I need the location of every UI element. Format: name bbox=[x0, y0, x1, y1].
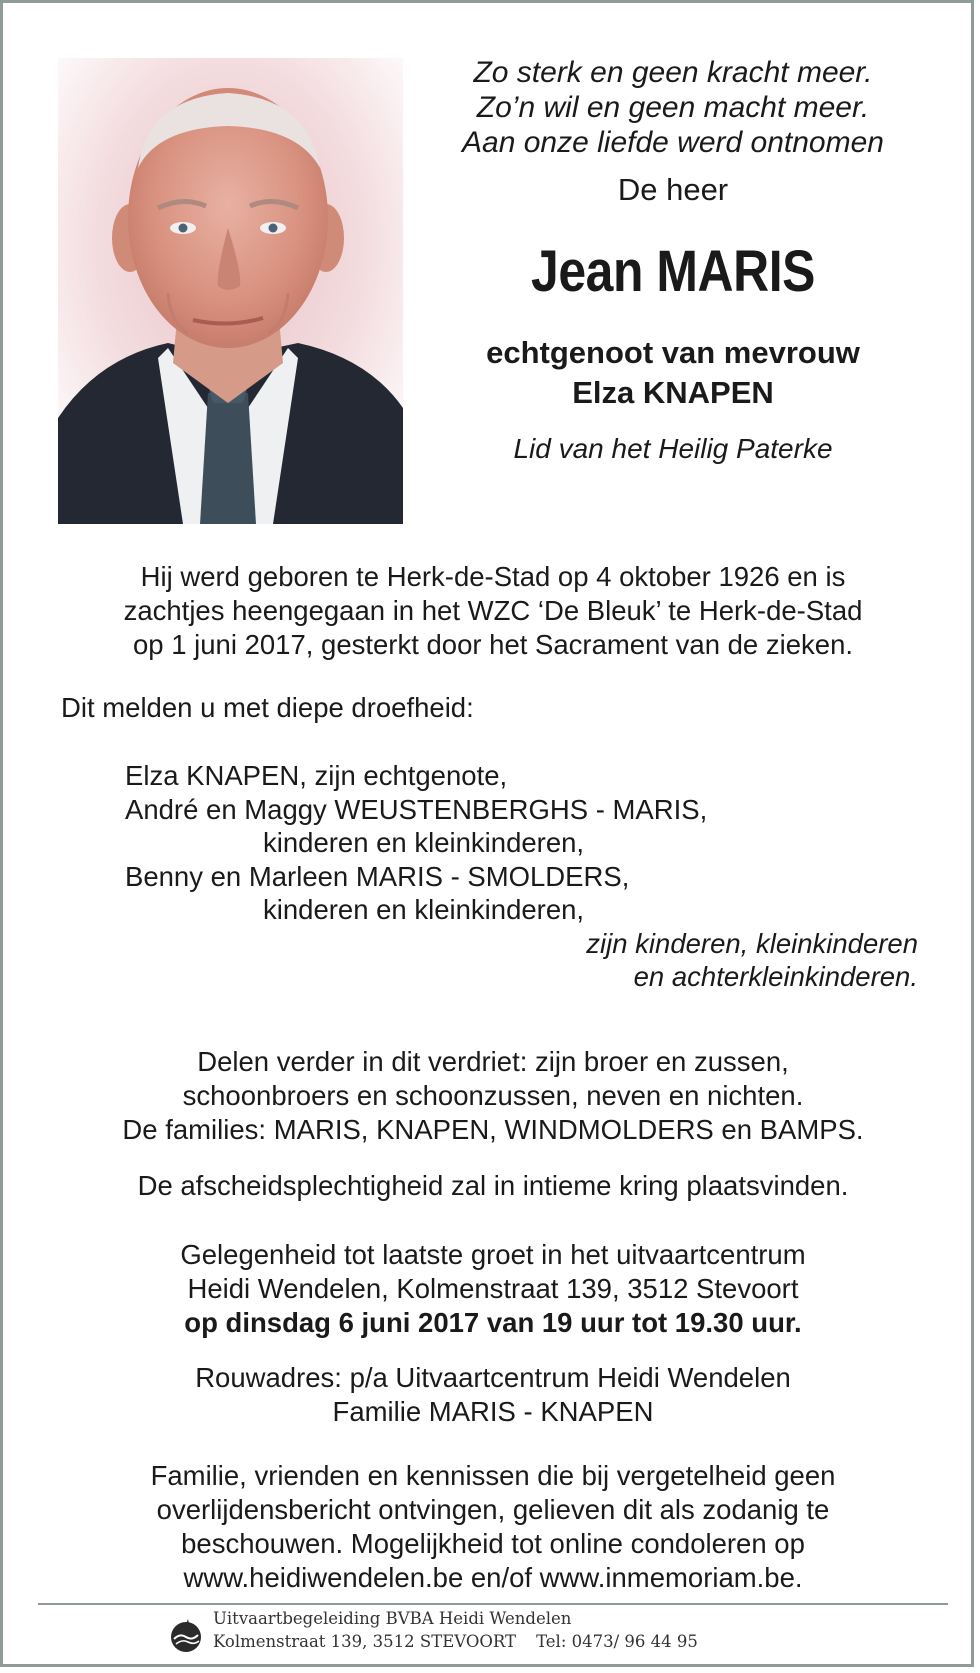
family-line: zijn kinderen, kleinkinderen bbox=[586, 927, 918, 959]
poem-line: Zo sterk en geen kracht meer. bbox=[473, 56, 873, 89]
header-block bbox=[423, 55, 923, 465]
spouse-name: Elza KNAPEN bbox=[572, 375, 774, 410]
poem bbox=[423, 55, 923, 160]
shared-grief-line: schoonbroers en schoonzussen, neven en nichten. bbox=[182, 1080, 804, 1111]
spouse-line: echtgenoot van mevrouw bbox=[486, 335, 860, 370]
biography bbox=[43, 560, 943, 662]
footer-address-row bbox=[213, 1630, 698, 1653]
spouse-block bbox=[423, 333, 923, 413]
farewell-line: Gelegenheid tot laatste groet in het uitvaartcentrum bbox=[180, 1239, 806, 1270]
poem-line: Zo’n wil en geen macht meer. bbox=[476, 91, 870, 124]
announcement-intro: Dit melden u met diepe droefheid: bbox=[61, 692, 474, 723]
shared-grief-line: De families: MARIS, KNAPEN, WINDMOLDERS en BAMPS. bbox=[122, 1114, 864, 1145]
farewell-datetime: op dinsdag 6 juni 2017 van 19 uur tot 19.30 uur. bbox=[184, 1307, 802, 1338]
farewell-line: Heidi Wendelen, Kolmenstraat 139, 3512 Stevoort bbox=[187, 1273, 799, 1304]
deceased-name: Jean MARIS bbox=[531, 239, 815, 304]
biography-line: op 1 juni 2017, gesterkt door het Sacrament van de zieken. bbox=[132, 629, 854, 660]
family-line: André en Maggy WEUSTENBERGHS - MARIS, bbox=[125, 793, 708, 825]
mourning-address-line: Familie MARIS - KNAPEN bbox=[332, 1396, 654, 1427]
biography-line: zachtjes heengegaan in het WZC ‘De Bleuk’ te Herk-de-Stad bbox=[123, 595, 863, 626]
family-line: kinderen en kleinkinderen, bbox=[263, 827, 585, 858]
closing-line: Familie, vrienden en kennissen die bij vergetelheid geen bbox=[150, 1460, 836, 1491]
portrait-photo bbox=[58, 58, 403, 524]
footer-address: Kolmenstraat 139, 3512 STEVOORT bbox=[213, 1632, 517, 1651]
shared-grief-line: Delen verder in dit verdriet: zijn broer en zussen, bbox=[197, 1046, 789, 1077]
footer-divider bbox=[38, 1603, 948, 1605]
ceremony-notice: De afscheidsplechtigheid zal in intieme kring plaatsvinden. bbox=[137, 1170, 849, 1201]
family-line: kinderen en kleinkinderen, bbox=[263, 894, 585, 925]
closing-notice bbox=[43, 1459, 943, 1595]
mourning-address-line: Rouwadres: p/a Uitvaartcentrum Heidi Wendelen bbox=[195, 1362, 791, 1393]
family-list bbox=[125, 759, 925, 994]
closing-line: beschouwen. Mogelijkheid tot online condoleren op bbox=[181, 1528, 805, 1559]
funeral-home-logo-icon bbox=[168, 1617, 204, 1653]
biography-line: Hij werd geboren te Herk-de-Stad op 4 oktober 1926 en is bbox=[140, 561, 846, 592]
family-line: Benny en Marleen MARIS - SMOLDERS, bbox=[125, 860, 630, 892]
poem-line: Aan onze liefde werd ontnomen bbox=[462, 126, 884, 159]
family-line: Elza KNAPEN, zijn echtgenote, bbox=[125, 760, 508, 791]
family-line: en achterkleinkinderen. bbox=[633, 961, 918, 992]
closing-line: overlijdensbericht ontvingen, gelieven dit als zodanig te bbox=[156, 1494, 830, 1525]
membership: Lid van het Heilig Paterke bbox=[513, 433, 833, 464]
footer-contact bbox=[213, 1607, 698, 1653]
footer-phone: Tel: 0473/ 96 44 95 bbox=[536, 1632, 698, 1651]
shared-grief bbox=[43, 1045, 943, 1147]
farewell-notice bbox=[43, 1238, 943, 1340]
portrait-illustration bbox=[58, 58, 403, 524]
title-prefix: De heer bbox=[617, 172, 729, 207]
closing-line: www.heidiwendelen.be en/of www.inmemoriam.be. bbox=[183, 1562, 803, 1593]
mourning-address bbox=[43, 1361, 943, 1429]
footer-company: Uitvaartbegeleiding BVBA Heidi Wendelen bbox=[213, 1609, 572, 1628]
